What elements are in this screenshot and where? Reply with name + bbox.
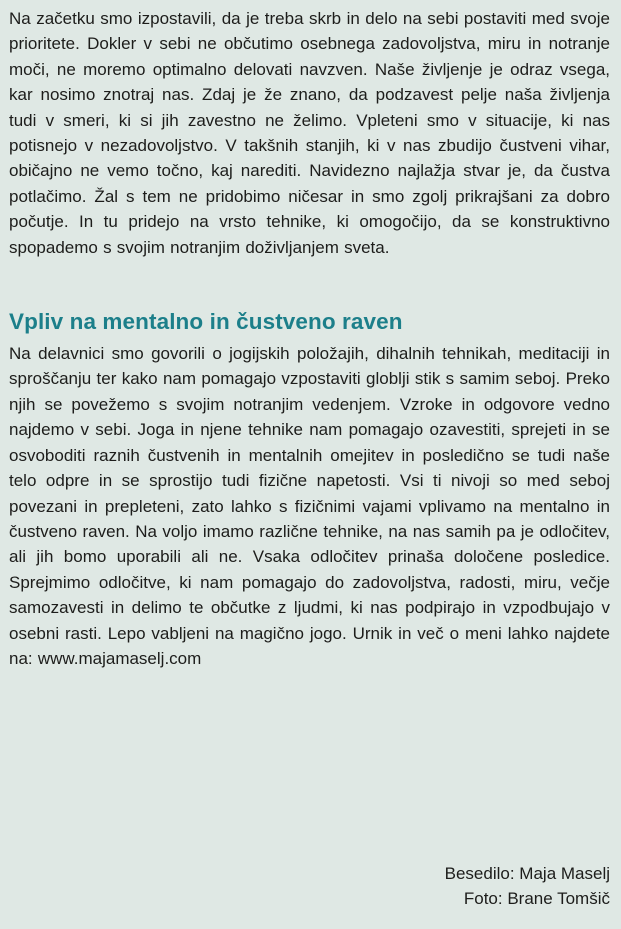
credits: [445, 862, 610, 911]
text-credit: Besedilo: Maja Maselj: [444, 864, 610, 883]
section-heading: Vpliv na mentalno in čustveno raven: [9, 309, 403, 335]
photo-credit: Foto: Brane Tomšič: [463, 888, 610, 908]
body-paragraph: Na delavnici smo govorili o jogijskih položajih, dihalnih tehnikah, meditaciji in sproščanju ter kako nam pomagajo vzpostaviti globlji stik s samim seboj. Preko njih se povežemo s svojim notranjim vedenjem. Vzroke in odgovore vedno najdemo v sebi. Joga in njene tehnike nam pomagajo ozavestiti, sprejeti in se osvoboditi raznih čustvenih in mentalnih omejitev in posledično se tudi naše telo odpre in se sprostijo tudi fizične napetosti. Vsi ti nivoji so med seboj povezani in prepleteni, zato lahko s fizičnimi vajami vplivamo na mentalno in čustveno raven. Na voljo imamo različne tehnike, na nas samih pa je odločitev, ali jih bomo uporabili ali ne. Vsaka odločitev prinaša določene posledice. Sprejmimo odločitve, ki nam pomagajo do zadovoljstva, radosti, miru, večje samozavesti in delimo te občutke z ljudmi, ki nas podpirajo in vzpodbujajo v osebni rasti. Lepo vabljeni na magično jogo. Urnik in več o meni lahko najdete na: www.majamaselj.com: [9, 344, 610, 668]
intro-paragraph: Na začetku smo izpostavili, da je treba skrb in delo na sebi postaviti med svoje prioritete. Dokler v sebi ne občutimo osebnega zadovoljstva, miru in notranje moči, ne moremo optimalno delovati navzven. Naše življenje je odraz vsega, kar nosimo znotraj nas. Zdaj je že znano, da podzavest pelje naša življenja tudi v smeri, ki si jih zavestno ne želimo. Vpleteni smo v situacije, ki nas potisnejo v nezadovoljstvo. V takšnih stanjih, ki v nas zbudijo čustveni vihar, običajno ne vemo točno, kaj narediti. Navidezno najlažja stvar je, da čustva potlačimo. Žal s tem ne pridobimo ničesar in smo zgolj prikrajšani za dobro počutje. In tu pridejo na vrsto tehnike, ki omogočijo, da se konstruktivno spopademo s svojim notranjim doživljanjem sveta.: [9, 9, 610, 257]
